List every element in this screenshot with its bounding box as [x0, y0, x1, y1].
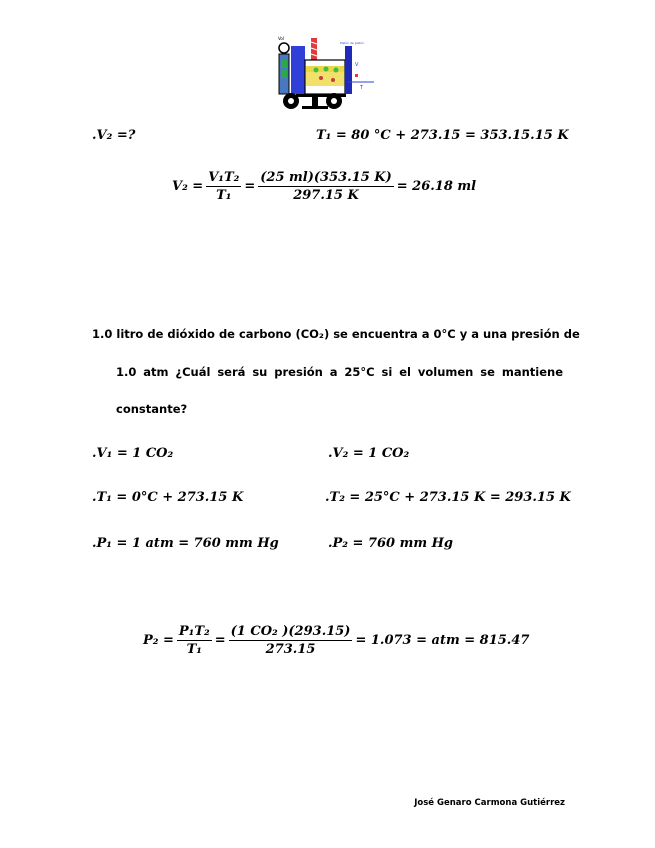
- eq1-fraction-numeric: [258, 170, 394, 203]
- eq2-f2-num: (1 CO₂ )(293.15): [230, 624, 351, 639]
- eq2-f1-num: P₁T₂: [178, 624, 210, 639]
- eq2-result: = 1.073 = atm = 815.47: [355, 633, 530, 648]
- vol-label: Vol: [278, 36, 284, 41]
- eq1-f2-den: 297.15 K: [293, 188, 359, 203]
- eq1-f2-num: (25 ml)(353.15 K): [260, 170, 392, 185]
- eq2-equals: =: [214, 633, 226, 648]
- var-v1: .V₁ = 1 CO₂: [92, 446, 174, 461]
- t-axis-label: T: [360, 85, 364, 91]
- footer-author: José Genaro Carmona Gutiérrez: [414, 798, 565, 808]
- figure-title: Piston de pistón: [340, 41, 364, 45]
- eq2-f1-den: T₁: [186, 642, 202, 657]
- eq1-fraction-symbolic: [206, 170, 241, 203]
- eq2-fraction-symbolic: [177, 624, 212, 657]
- var-t2: .T₂ = 25°C + 273.15 K = 293.15 K: [325, 490, 571, 505]
- var-p1: .P₁ = 1 atm = 760 mm Hg: [92, 536, 279, 551]
- eq1-equals: =: [244, 179, 256, 194]
- equation-p2: [143, 624, 529, 657]
- problem-line-1: 1.0 litro de dióxido de carbono (CO₂) se encuentra a 0°C y a una presión de: [92, 327, 580, 341]
- problem-line-3: constante?: [116, 402, 188, 416]
- var-t1: .T₁ = 0°C + 273.15 K: [92, 490, 244, 505]
- var-v2: .V₂ = 1 CO₂: [328, 446, 410, 461]
- gas-law-illustration: [276, 36, 376, 112]
- problem-line-2: 1.0 atm ¿Cuál será su presión a 25°C si el volumen se mantiene: [116, 365, 563, 379]
- t1-conversion: T₁ = 80 °C + 273.15 = 353.15.15 K: [316, 128, 569, 143]
- eq1-f1-den: T₁: [216, 188, 232, 203]
- eq2-f2-den: 273.15: [265, 642, 316, 657]
- eq2-fraction-numeric: [229, 624, 353, 657]
- eq1-f1-num: V₁T₂: [208, 170, 240, 185]
- eq1-result: = 26.18 ml: [396, 179, 477, 194]
- var-p2: .P₂ = 760 mm Hg: [328, 536, 454, 551]
- eq1-lhs: V₂ =: [172, 179, 204, 194]
- v2-unknown: .V₂ =?: [92, 128, 136, 143]
- eq2-lhs: P₂ =: [143, 633, 174, 648]
- v-axis-label: V: [355, 62, 359, 68]
- equation-v2: [172, 170, 476, 203]
